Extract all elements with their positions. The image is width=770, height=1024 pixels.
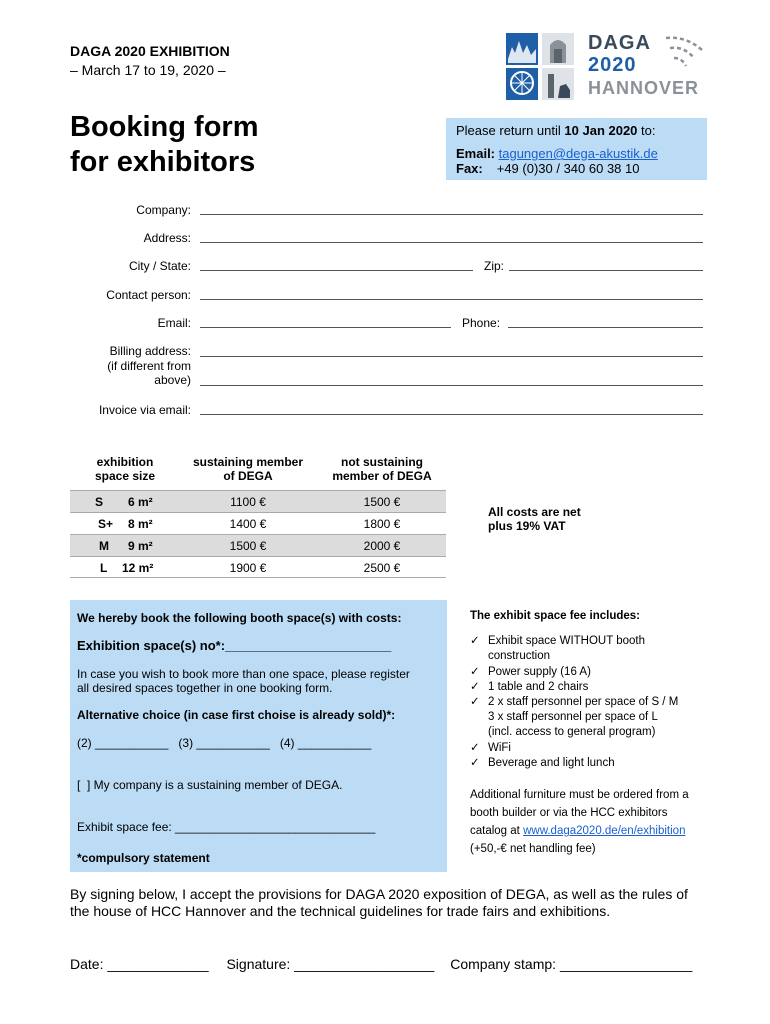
zip-label: Zip: <box>484 259 505 273</box>
vat-note: All costs are net plus 19% VAT <box>488 505 581 533</box>
page-title <box>70 110 259 180</box>
logo-text-city: HANNOVER <box>588 78 700 98</box>
contact-field[interactable] <box>200 299 703 300</box>
daga-logo <box>506 30 711 102</box>
table-row: L 12 m² 1900 € 2500 € <box>70 556 446 578</box>
list-item: ✓ Exhibit space WITHOUT booth construction <box>470 635 646 662</box>
sound-waves-icon <box>662 32 710 74</box>
billing-label: Billing address: <box>109 344 191 358</box>
date-field[interactable]: Date: _____________ <box>70 956 209 972</box>
town-hall-tile-icon <box>542 33 574 65</box>
zip-field[interactable] <box>509 270 703 271</box>
company-label: Company: <box>136 203 191 217</box>
billing-note-line2: above) <box>154 373 191 387</box>
monument-tile-icon <box>542 68 574 100</box>
signature-field[interactable]: Signature: __________________ <box>226 956 435 972</box>
booking-heading: We hereby book the following booth space(s) with costs: <box>77 611 402 625</box>
check-icon: ✓ <box>470 666 480 678</box>
return-fax: Fax: +49 (0)30 / 340 60 38 10 <box>456 161 640 176</box>
check-icon: ✓ <box>470 696 480 708</box>
furniture-note: Additional furniture must be ordered from a booth builder or via the HCC exhibitors catalog at www.daga2020.de/en/exhibition (+50,-€ net handling fee) <box>470 789 689 855</box>
billing-field-line2[interactable] <box>200 385 703 386</box>
acceptance-text: By signing below, I accept the provisions for DAGA 2020 exposition of DEGA, as well as the rules of the house of HCC Hannover and the technical guidelines for trade fairs and exhibitions. <box>70 886 688 919</box>
logo-text-daga: DAGA <box>588 32 651 54</box>
address-label: Address: <box>143 231 191 245</box>
col-header-member: sustaining member of DEGA <box>192 455 304 483</box>
company-stamp-field[interactable]: Company stamp: _________________ <box>450 956 693 972</box>
list-item: ✓ Beverage and light lunch <box>470 757 615 769</box>
page-title-line2: for exhibitors <box>70 146 256 178</box>
return-deadline: Please return until 10 Jan 2020 to: <box>456 123 656 138</box>
ferris-wheel-tile-icon <box>506 68 538 100</box>
email-field[interactable] <box>200 327 451 328</box>
check-icon: ✓ <box>470 757 480 769</box>
event-dates: – March 17 to 19, 2020 – <box>70 62 226 78</box>
page-title-line1: Booking form <box>70 111 259 143</box>
col-header-nonmember: not sustaining member of DEGA <box>332 455 432 483</box>
billing-field-line1[interactable] <box>200 356 703 357</box>
table-row: M 9 m² 1500 € 2000 € <box>70 534 446 556</box>
check-icon: ✓ <box>470 742 480 754</box>
skyline-tile-icon <box>506 33 538 65</box>
booking-box <box>70 600 447 872</box>
event-title: DAGA 2020 EXHIBITION <box>70 43 230 59</box>
city-field[interactable] <box>200 270 473 271</box>
company-field[interactable] <box>200 214 703 215</box>
col-header-size: exhibition space size <box>94 455 156 483</box>
billing-note-line1: (if different from <box>107 359 191 373</box>
table-row: S 6 m² 1100 € 1500 € <box>70 490 446 512</box>
list-item: ✓ WiFi <box>470 742 511 754</box>
city-label: City / State: <box>128 259 191 273</box>
compulsory-note: *compulsory statement <box>77 851 210 865</box>
return-info-box <box>446 118 707 180</box>
alternative-heading: Alternative choice (in case first choise is already sold)*: <box>77 708 396 722</box>
email-label: Email: <box>157 316 191 330</box>
list-item: ✓ 1 table and 2 chairs <box>470 681 589 693</box>
alternative-choices-field[interactable]: (2) ___________ (3) ___________ (4) ___________ <box>77 736 372 750</box>
return-email: Email: tagungen@dega-akustik.de <box>456 146 658 161</box>
invoice-email-field[interactable] <box>200 414 703 415</box>
phone-field[interactable] <box>508 327 703 328</box>
sustaining-member-checkbox[interactable]: [ ] My company is a sustaining member of DEGA. <box>77 778 343 792</box>
booking-note-line2: all desired spaces together in one booking form. <box>77 681 333 695</box>
phone-label: Phone: <box>462 316 501 330</box>
booking-note-line1: In case you wish to book more than one space, please register <box>77 667 410 681</box>
list-item: ✓ 2 x staff personnel per space of S / M 3 x staff personnel per space of L (incl. access to general program) <box>470 696 679 738</box>
table-row: S+ 8 m² 1400 € 1800 € <box>70 512 446 534</box>
includes-title: The exhibit space fee includes: <box>470 610 640 622</box>
check-icon: ✓ <box>470 681 480 693</box>
address-field[interactable] <box>200 242 703 243</box>
invoice-label: Invoice via email: <box>98 403 191 417</box>
list-item: ✓ Power supply (16 A) <box>470 666 591 678</box>
check-icon: ✓ <box>470 635 480 647</box>
space-number-field[interactable]: Exhibition space(s) no*:_______________________ <box>77 638 392 653</box>
exhibition-catalog-link[interactable]: www.daga2020.de/en/exhibition <box>523 825 686 837</box>
fee-includes <box>470 610 720 769</box>
contact-label: Contact person: <box>106 288 191 302</box>
logo-text-year: 2020 <box>588 54 637 76</box>
exhibit-fee-field[interactable]: Exhibit space fee: ______________________________ <box>77 820 376 834</box>
email-link[interactable]: tagungen@dega-akustik.de <box>498 146 658 161</box>
signature-row <box>70 956 692 972</box>
